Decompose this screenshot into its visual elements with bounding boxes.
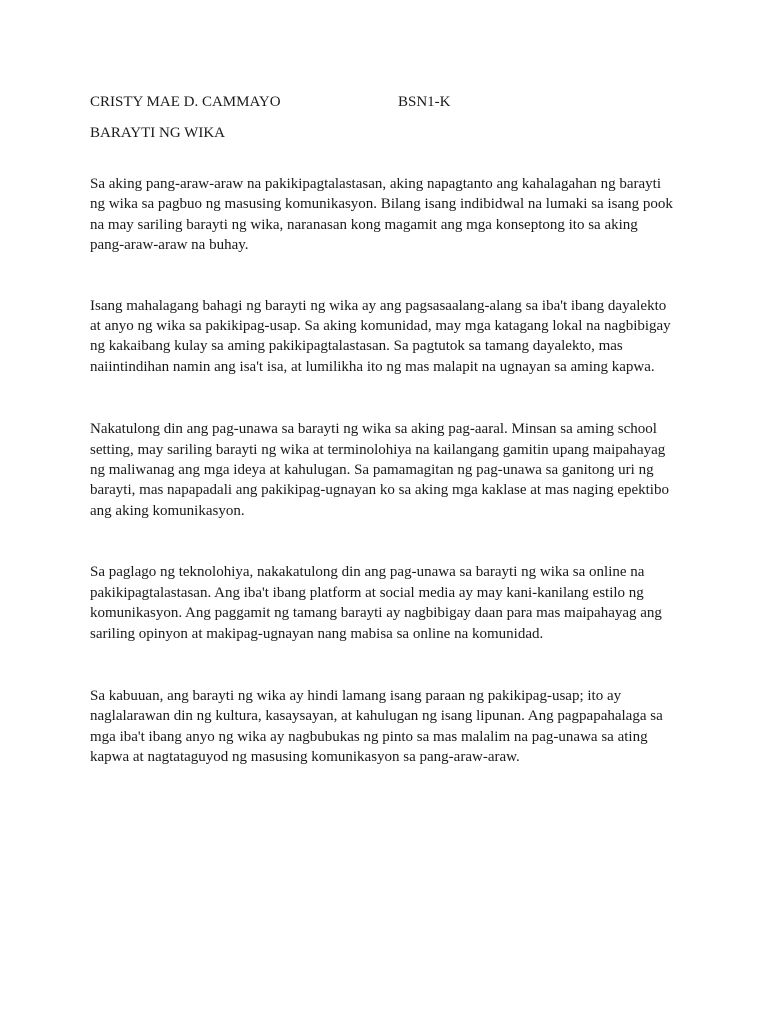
- paragraph-line: setting, may sariling barayti ng wika at terminolohiya na kailangang gamitin upang maipahayag: [90, 441, 666, 458]
- paragraph-line: ng maliwanag ang mga ideya at kahulugan. Sa pamamagitan ng pag-unawa sa ganitong uri ng: [90, 462, 654, 479]
- paragraph-line: na may sariling barayti ng wika, naranasan kong magamit ang mga konseptong ito sa aking: [90, 216, 638, 233]
- paragraph-line: pakikipagtalastasan. Ang iba't ibang platform at social media ay may kani-kanilang estilo ng: [90, 584, 644, 601]
- paragraph-line: naglalarawan din ng kultura, kasaysayan, at kahulugan ng isang lipunan. Ang pagpapahalaga sa: [90, 708, 663, 725]
- paragraph-line: barayti, mas napapadali ang pakikipag-ugnayan ko sa aking mga kaklase at mas naging epektibo: [90, 482, 669, 499]
- document-page: [90, 92, 690, 768]
- document-header: [90, 92, 690, 112]
- paragraph-line: ng wika sa pagbuo ng masusing komunikasyon. Bilang isang indibidwal na lumaki sa isang pook: [90, 196, 673, 213]
- paragraph-line: mga iba't ibang anyo ng wika ay nagbubukas ng pinto sa mas malalim na pag-unawa sa ating: [90, 728, 648, 745]
- paragraph-1: [90, 174, 690, 256]
- document-title: BARAYTI NG WIKA: [90, 125, 225, 141]
- paragraph-5: [90, 686, 690, 768]
- paragraph-line: komunikasyon. Ang paggamit ng tamang barayti ay nagbibigay daan para mas maipahayag ang: [90, 605, 662, 622]
- paragraph-line: ang aking komunikasyon.: [90, 502, 245, 519]
- paragraph-line: sariling opinyon at makipag-ugnayan nang mabisa sa online na komunidad.: [90, 625, 544, 642]
- paragraph-line: Nakatulong din ang pag-unawa sa barayti ng wika sa aking pag-aaral. Minsan sa aming school: [90, 421, 657, 438]
- paragraph-line: Sa paglago ng teknolohiya, nakakatulong din ang pag-unawa sa barayti ng wika sa online na: [90, 564, 645, 581]
- paragraph-3: [90, 419, 690, 521]
- paragraph-line: Isang mahalagang bahagi ng barayti ng wika ay ang pagsasaalang-alang sa iba't ibang dayalekto: [90, 297, 667, 314]
- paragraph-line: kapwa at nagtataguyod ng masusing komunikasyon sa pang-araw-araw.: [90, 749, 520, 766]
- class-section: BSN1-K: [398, 94, 451, 110]
- author-name: CRISTY MAE D. CAMMAYO: [90, 94, 281, 110]
- paragraph-4: [90, 562, 690, 644]
- paragraph-2: [90, 296, 690, 378]
- paragraph-line: naiintindihan namin ang isa't isa, at lumilikha ito ng mas malapit na ugnayan sa aming kapwa.: [90, 358, 655, 375]
- paragraph-line: at anyo ng wika sa pakikipag-usap. Sa aking komunidad, may mga katagang lokal na nagbibigay: [90, 318, 671, 335]
- paragraph-line: Sa aking pang-araw-araw na pakikipagtalastasan, aking napagtanto ang kahalagahan ng barayti: [90, 176, 662, 192]
- paragraph-line: ng kakaibang kulay sa aming pakikipagtalastasan. Sa pagtutok sa tamang dayalekto, mas: [90, 338, 623, 355]
- paragraph-line: pang-araw-araw na buhay.: [90, 237, 249, 254]
- paragraph-line: Sa kabuuan, ang barayti ng wika ay hindi lamang isang paraan ng pakikipag-usap; ito ay: [90, 687, 622, 704]
